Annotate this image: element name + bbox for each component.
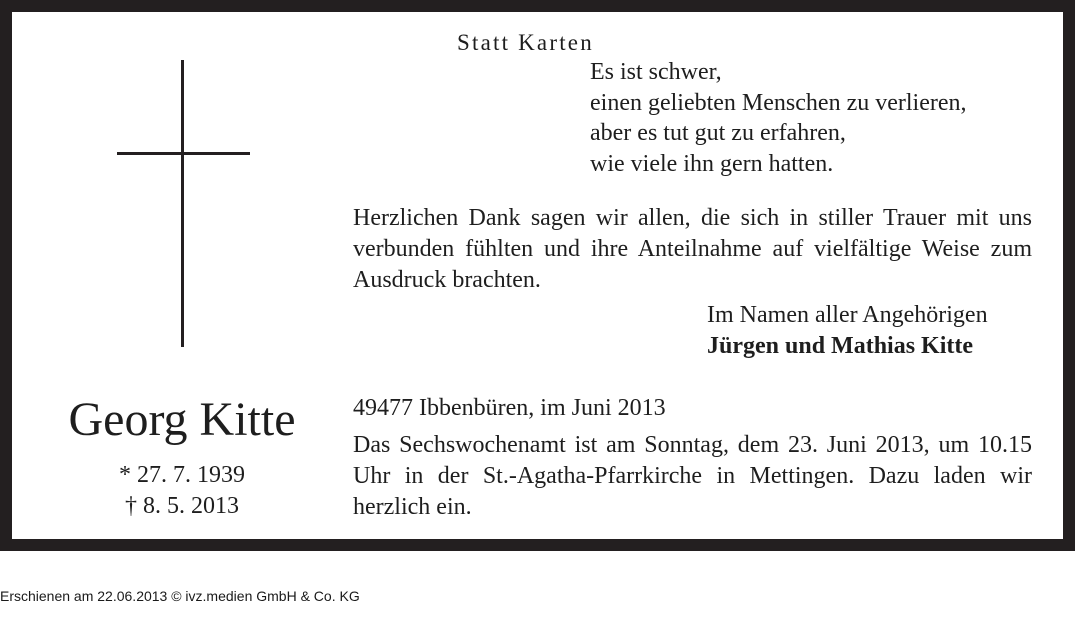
cross-icon-horizontal-bar [117, 152, 250, 155]
poem [590, 57, 967, 179]
thanks-paragraph: Herzlichen Dank sagen wir allen, die sich in stiller Trauer mit uns verbunden fühlten und ihre Anteilnahme auf vielfältige Weise zum Ausdruck brachten. [353, 205, 1032, 293]
death-date: † 8. 5. 2013 [125, 493, 239, 519]
poem-line: wie viele ihn gern hatten. [590, 150, 834, 177]
cross-icon-vertical-bar [181, 60, 184, 347]
notice-header: Statt Karten [457, 30, 594, 55]
deceased-name: Georg Kitte [68, 393, 296, 446]
obituary-notice [12, 12, 1063, 539]
signature-names: Jürgen und Mathias Kitte [707, 333, 974, 359]
poem-line: Es ist schwer, [590, 59, 722, 85]
poem-line: aber es tut gut zu erfahren, [590, 120, 846, 146]
place-and-date: 49477 Ibbenbüren, im Juni 2013 [353, 395, 666, 421]
poem-line: einen geliebten Menschen zu verlieren, [590, 89, 967, 116]
publication-credit: Erschienen am 22.06.2013 © ivz.medien GmbH & Co. KG [0, 588, 360, 604]
service-announcement: Das Sechswochenamt ist am Sonntag, dem 23. Juni 2013, um 10.15 Uhr in der St.-Agatha-Pfarrkirche in Mettingen. Dazu laden wir herzlich ein. [353, 432, 1032, 520]
signature-intro: Im Namen aller Angehörigen [707, 302, 988, 328]
birth-date: * 27. 7. 1939 [119, 462, 245, 488]
